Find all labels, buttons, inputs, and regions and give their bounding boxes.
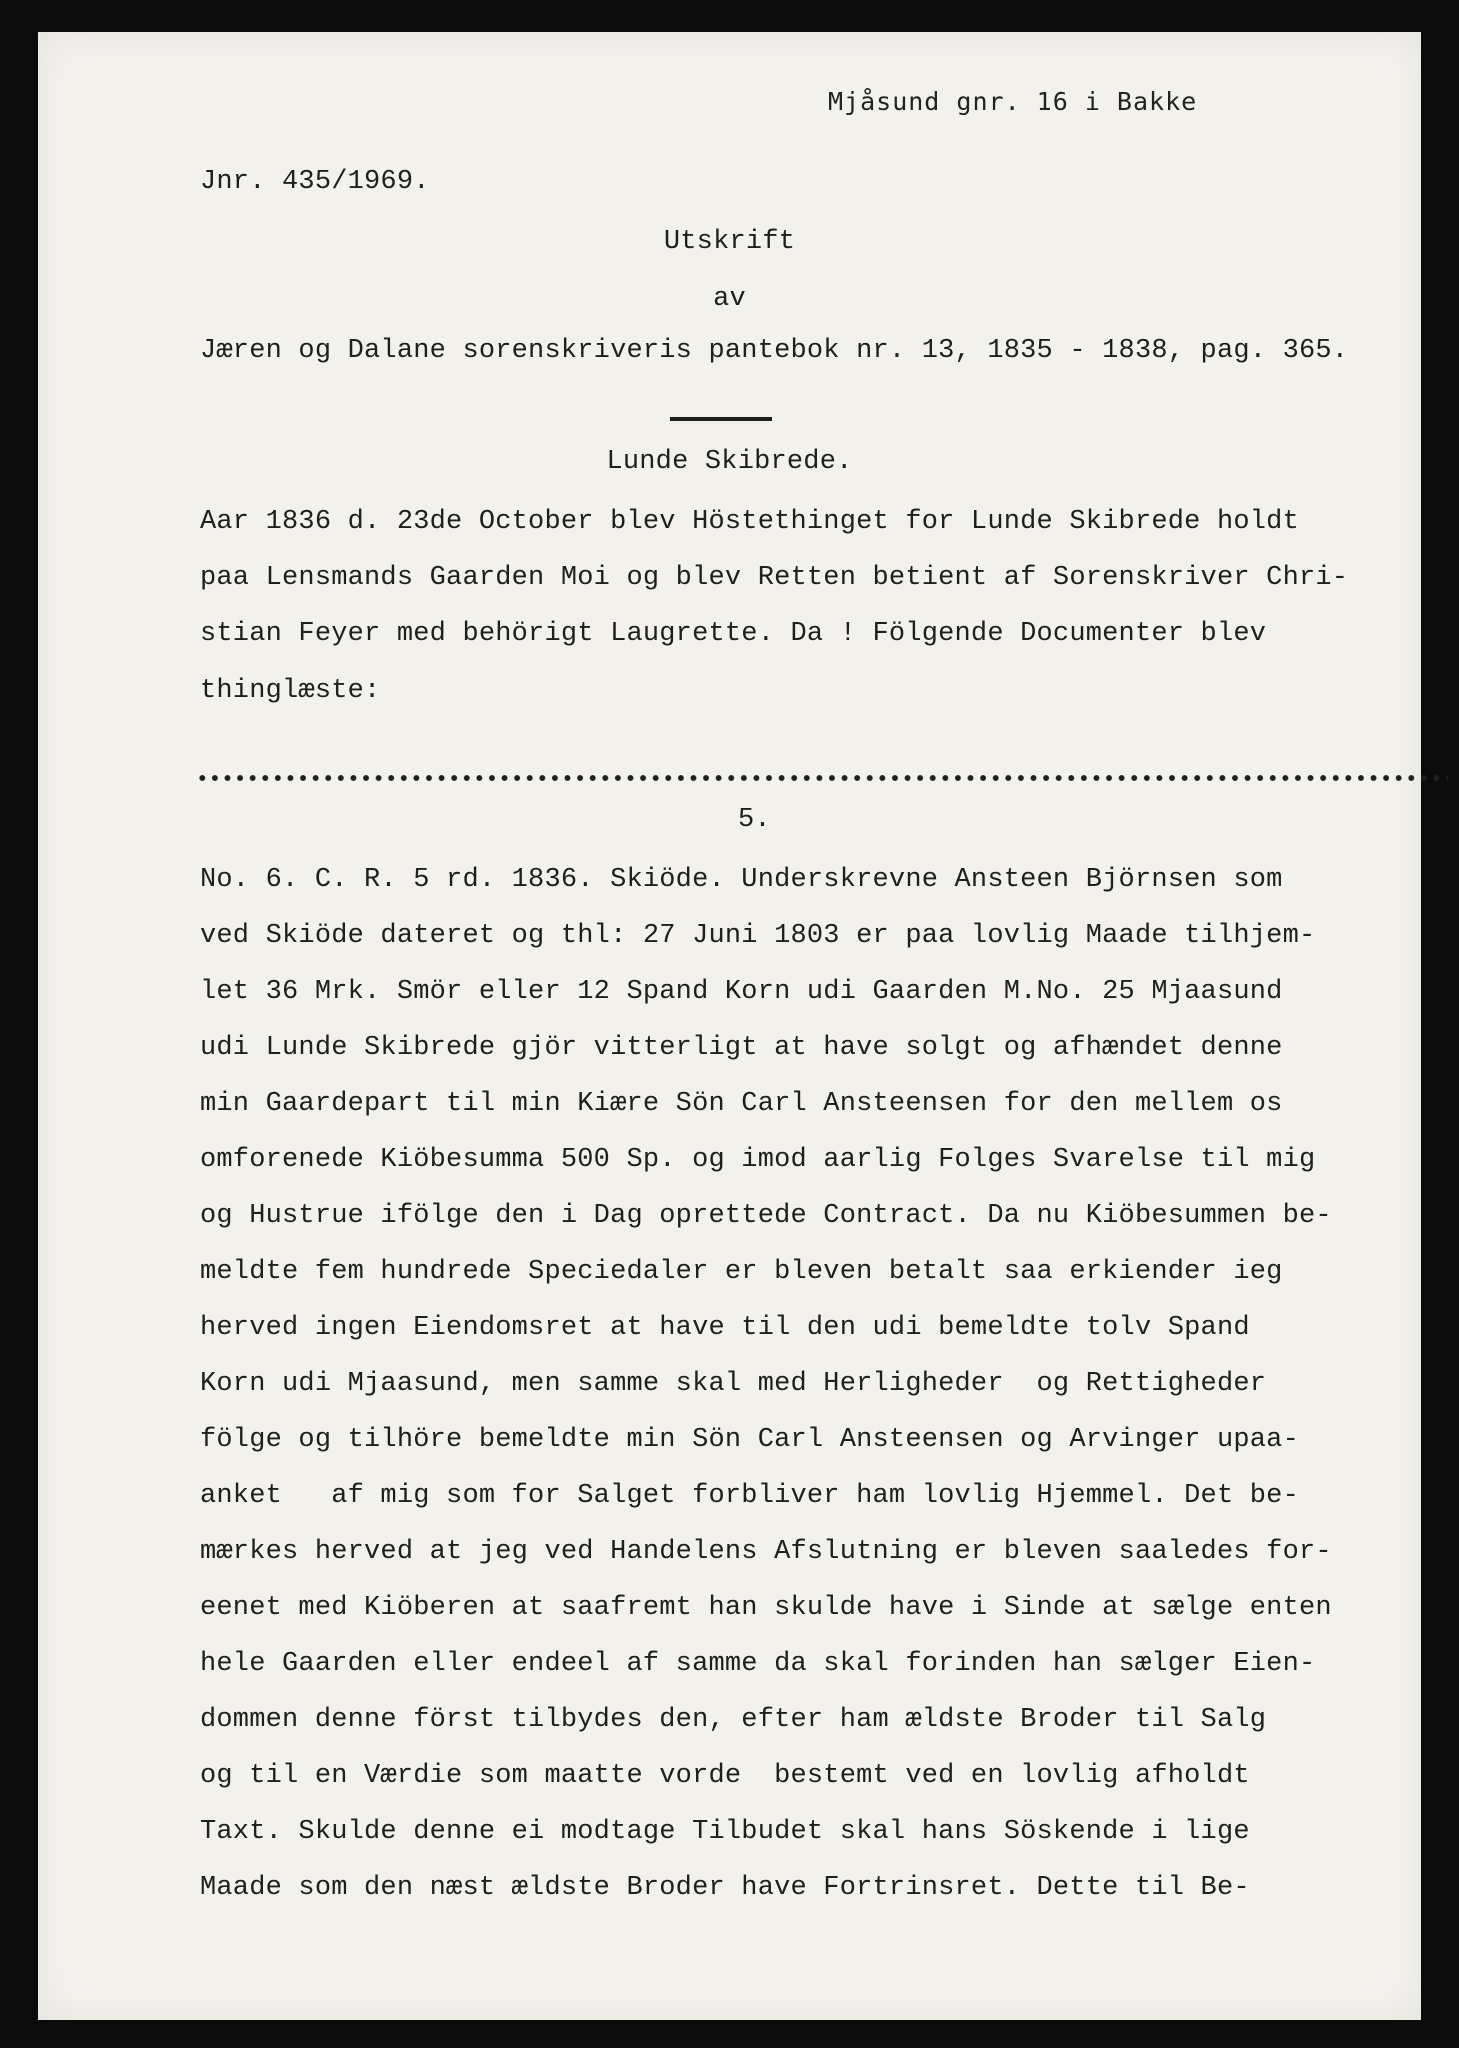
entry-line: hele Gaarden eller endeel af samme da skal forinden han sælger Eien- [200, 1649, 1316, 1679]
entry-line: udi Lunde Skibrede gjör vitterligt at have solgt og afhændet denne [200, 1033, 1283, 1063]
title-av: av [713, 284, 746, 314]
entry-line: mærkes herved at jeg ved Handelens Afslutning er bleven saaledes for- [200, 1537, 1332, 1567]
entry-line: eenet med Kiöberen at saafremt han skulde have i Sinde at sælge enten [200, 1593, 1332, 1623]
entry-line: omforenede Kiöbesumma 500 Sp. og imod aarlig Folges Svarelse til mig [200, 1145, 1316, 1175]
entry-line: meldte fem hundrede Speciedaler er bleven betalt saa erkiender ieg [200, 1257, 1283, 1287]
dotted-separator [196, 773, 1448, 783]
entry-line: Korn udi Mjaasund, men samme skal med Herligheder og Rettigheder [200, 1369, 1267, 1399]
entry-line: fölge og tilhöre bemeldte min Sön Carl Ansteensen og Arvinger upaa- [200, 1425, 1299, 1455]
intro-line: Aar 1836 d. 23de October blev Höstethinget for Lunde Skibrede holdt [200, 507, 1299, 537]
entry-line: herved ingen Eiendomsret at have til den udi bemeldte tolv Spand [200, 1313, 1250, 1343]
entry-line: let 36 Mrk. Smör eller 12 Spand Korn udi Gaarden M.No. 25 Mjaasund [200, 977, 1283, 1007]
entry-number: 5. [738, 805, 771, 835]
title-utskrift: Utskrift [663, 227, 796, 257]
entry-line: dommen denne först tilbydes den, efter ham ældste Broder til Salg [200, 1705, 1267, 1735]
title-source: Jæren og Dalane sorenskriveris pantebok nr. 13, 1835 - 1838, pag. 365. [200, 336, 1349, 366]
property-reference: Mjåsund gnr. 16 i Bakke [828, 87, 1198, 116]
intro-line: stian Feyer med behörigt Laugrette. Da ! Fölgende Documenter blev [200, 619, 1267, 649]
intro-line: paa Lensmands Gaarden Moi og blev Retten betient af Sorenskriver Chri- [200, 563, 1349, 593]
entry-line: Taxt. Skulde denne ei modtage Tilbudet skal hans Söskende i lige [200, 1817, 1250, 1847]
journal-number: Jnr. 435/1969. [200, 167, 430, 197]
entry-line: og Hustrue ifölge den i Dag oprettede Contract. Da nu Kiöbesummen be- [200, 1201, 1332, 1231]
entry-line: anket af mig som for Salget forbliver ham lovlig Hjemmel. Det be- [200, 1481, 1299, 1511]
entry-line: ved Skiöde dateret og thl: 27 Juni 1803 er paa lovlig Maade tilhjem- [200, 921, 1316, 951]
intro-line: thinglæste: [200, 676, 381, 706]
section-heading: Lunde Skibrede. [606, 447, 853, 477]
entry-line: min Gaardepart til min Kiære Sön Carl Ansteensen for den mellem os [200, 1089, 1283, 1119]
entry-line: No. 6. C. R. 5 rd. 1836. Skiöde. Underskrevne Ansteen Björnsen som [200, 865, 1283, 895]
document-page [38, 32, 1421, 2020]
title-divider [670, 417, 772, 421]
entry-line: Maade som den næst ældste Broder have Fortrinsret. Dette til Be- [200, 1873, 1250, 1903]
entry-line: og til en Værdie som maatte vorde bestemt ved en lovlig afholdt [200, 1761, 1250, 1791]
